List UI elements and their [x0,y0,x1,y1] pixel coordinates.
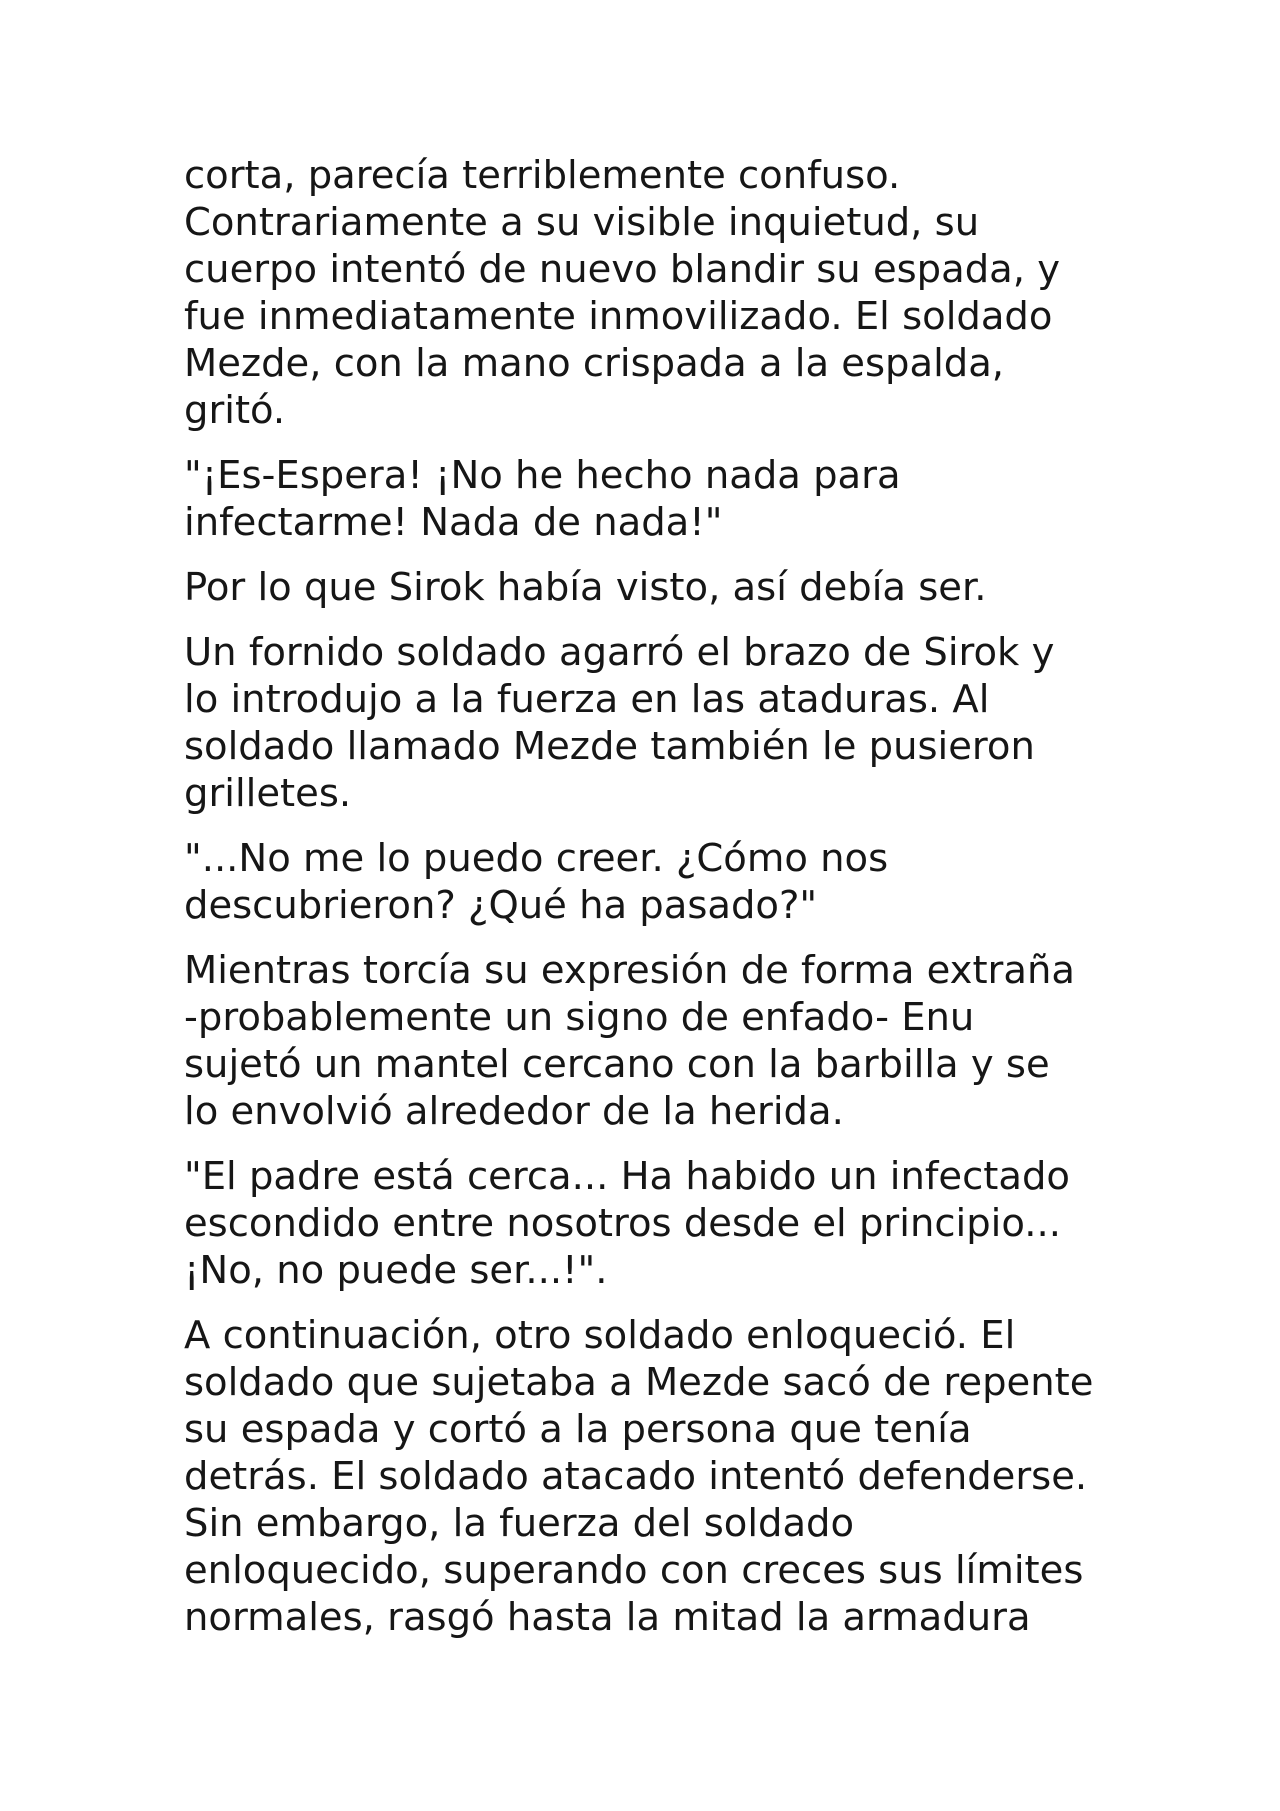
text-line: "¡Es-Espera! ¡No he hecho nada para [184,453,901,498]
text-line: enloquecido, superando con creces sus límites [184,1548,1084,1593]
text-line: Mientras torcía su expresión de forma extraña [184,948,1075,993]
text-line: su espada y cortó a la persona que tenía [184,1407,972,1452]
text-line: Mezde, con la mano crispada a la espalda, [184,341,1005,386]
text-line: "El padre está cerca... Ha habido un infectado [184,1154,1070,1199]
text-line: -probablemente un signo de enfado- Enu [184,995,975,1040]
text-line: escondido entre nosotros desde el principio... [184,1201,1061,1246]
paragraph-3 [184,564,1124,611]
text-line: sujetó un mantel cercano con la barbilla y se [184,1042,1050,1087]
text-line: normales, rasgó hasta la mitad la armadura [184,1595,1031,1640]
text-line: soldado llamado Mezde también le pusieron [184,724,1035,769]
text-line: detrás. El soldado atacado intentó defenderse. [184,1454,1088,1499]
text-line: lo introdujo a la fuerza en las ataduras. Al [184,677,990,722]
text-line: soldado que sujetaba a Mezde sacó de repente [184,1360,1094,1405]
text-line: fue inmediatamente inmovilizado. El soldado [184,294,1053,339]
text-line: Por lo que Sirok había visto, así debía ser. [184,565,987,610]
text-line: gritó. [184,388,286,433]
text-line: Un fornido soldado agarró el brazo de Sirok y [184,630,1055,675]
text-line: Sin embargo, la fuerza del soldado [184,1501,855,1546]
paragraph-7 [184,1153,1124,1294]
text-line: lo envolvió alrededor de la herida. [184,1089,844,1134]
text-line: infectarme! Nada de nada!" [184,500,723,545]
paragraph-4 [184,629,1124,817]
text-line: ¡No, no puede ser...!". [184,1248,608,1293]
paragraph-1 [184,152,1124,434]
text-line: grilletes. [184,771,352,816]
text-line: cuerpo intentó de nuevo blandir su espada, y [184,247,1061,292]
text-line: A continuación, otro soldado enloqueció. El [184,1313,1016,1358]
paragraph-8 [184,1312,1124,1641]
paragraph-5 [184,835,1124,929]
paragraph-2 [184,452,1124,546]
text-line: "...No me lo puedo creer. ¿Cómo nos [184,836,889,881]
body-text [184,152,1124,1659]
text-line: corta, parecía terriblemente confuso. [184,153,901,198]
text-line: Contrariamente a su visible inquietud, su [184,200,980,245]
paragraph-6 [184,947,1124,1135]
text-line: descubrieron? ¿Qué ha pasado?" [184,883,818,928]
